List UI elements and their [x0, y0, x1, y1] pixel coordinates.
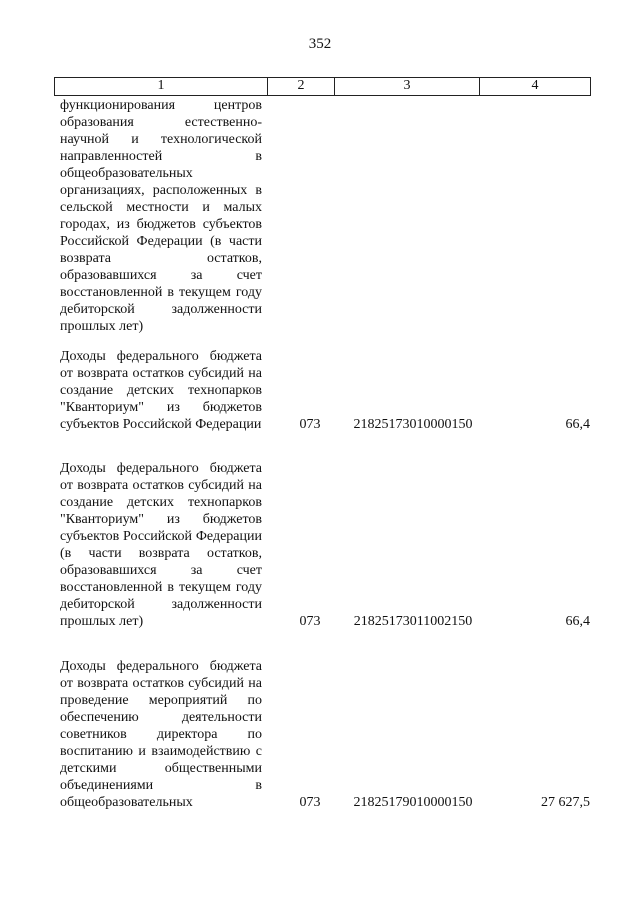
row-admin-code: 073 — [299, 614, 321, 629]
row-description: Доходы федерального бюджета от возврата остатков субсидий на создание детских технопарков "Кванториум" из бюджетов субъектов Российской Федерации — [60, 349, 262, 432]
row-description: Доходы федерального бюджета от возврата остатков субсидий на создание детских технопарков "Кванториум" из бюджетов субъектов Российской Федерации (в части возврата остатков, образовавшихся за счет восстановленной в текущем году дебиторской задолженности прошлых лет) — [60, 461, 262, 629]
row-amount: 27 627,5 — [541, 795, 590, 810]
row-admin-code: 073 — [299, 795, 321, 810]
table-row — [60, 460, 640, 630]
table-row — [60, 658, 640, 811]
row-admin-code: 073 — [299, 417, 321, 432]
row-kbk-code: 21825173011002150 — [353, 614, 473, 629]
column-header-3: 3 — [334, 78, 479, 95]
table-row — [60, 348, 640, 433]
row-kbk-code: 21825179010000150 — [353, 795, 473, 810]
row-description: функционирования центров образования естественно-научной и технологической направленностей в общеобразовательных организациях, расположенных в сельской местности и малых городах, из бюджетов субъектов Российской Федерации (в части возврата остатков, образовавшихся за счет восстановленной в текущем году дебиторской задолженности прошлых лет) — [60, 98, 262, 334]
row-amount: 66,4 — [565, 417, 590, 432]
column-header-4: 4 — [479, 78, 590, 95]
table-row — [60, 97, 640, 335]
row-kbk-code: 21825173010000150 — [353, 417, 473, 432]
column-header-1: 1 — [157, 78, 165, 93]
row-amount: 66,4 — [565, 614, 590, 629]
table-header — [54, 77, 591, 96]
column-header-2: 2 — [267, 78, 334, 95]
row-description: Доходы федерального бюджета от возврата остатков субсидий на проведение мероприятий по обеспечению деятельности советников директора по воспитанию и взаимодействию с детскими общественными объединениями в общеобразовательных — [60, 659, 262, 810]
page-number: 352 — [308, 36, 332, 52]
